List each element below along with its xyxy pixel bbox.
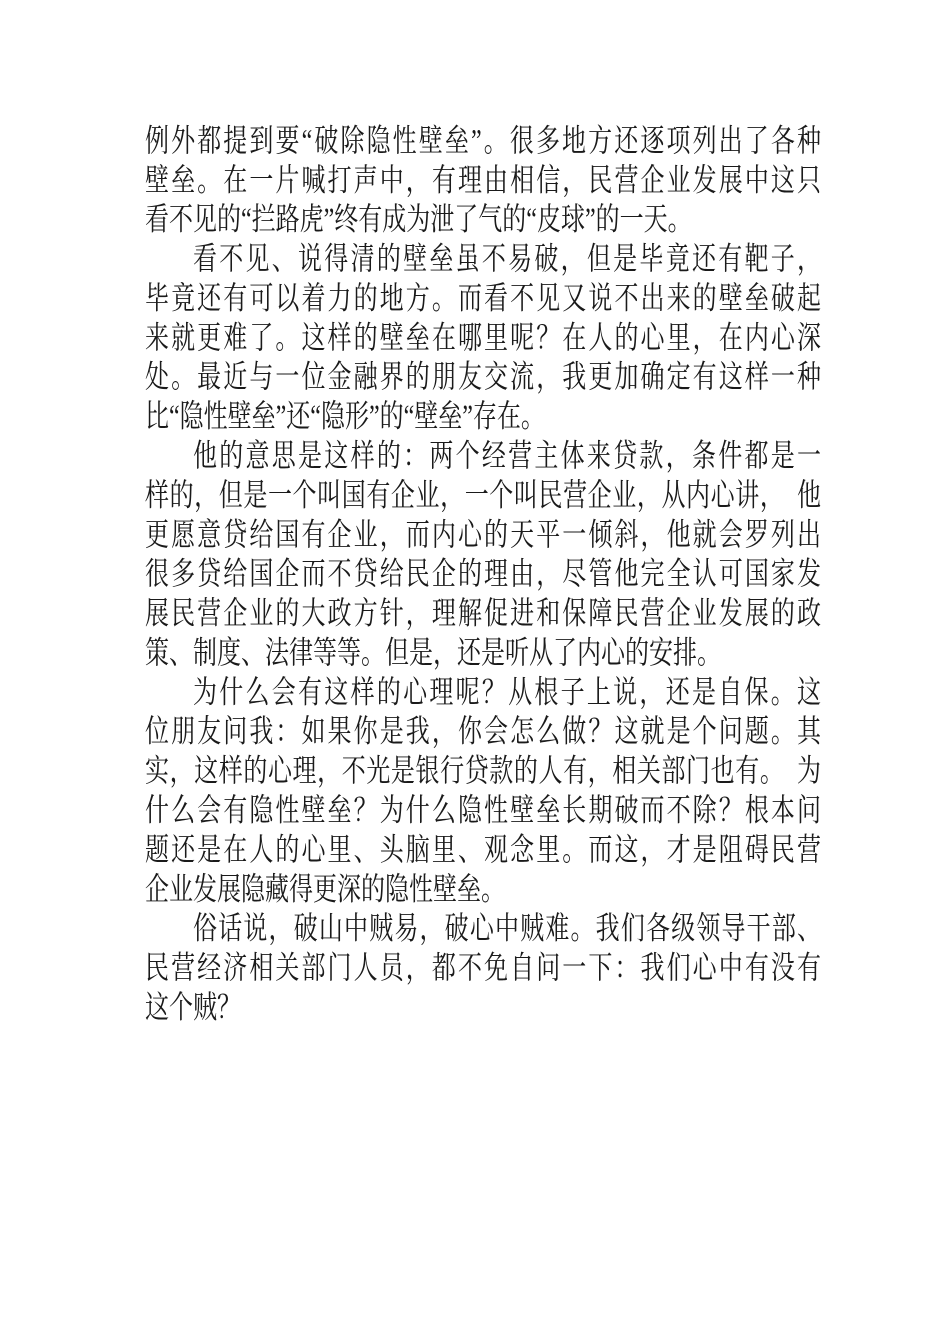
text-line: 来就更难了。这样的壁垒在哪里呢？在人的心里，在内心深 <box>145 321 821 356</box>
text-line: 他的意思是这样的：两个经营主体来贷款，条件都是一 <box>193 439 821 474</box>
text-line: 题还是在人的心里、头脑里、观念里。而这，才是阻碍民营 <box>145 833 821 868</box>
text-line: 处。最近与一位金融界的朋友交流，我更加确定有这样一种 <box>145 360 821 396</box>
text-line: 策、制度、法律等等。但是，还是听从了内心的安排。 <box>145 636 721 671</box>
text-line: 民营经济相关部门人员，都不免自问一下：我们心中有没有 <box>145 951 821 986</box>
text-line: 看不见、说得清的壁垒虽不易破，但是毕竟还有靶子， <box>193 242 821 277</box>
text-line: 看不见的“拦路虎”终有成为泄了气的“皮球”的一天。 <box>145 203 692 238</box>
text-line: 例外都提到要“破除隐性壁垒”。很多地方还逐项列出了各种 <box>145 124 821 159</box>
text-line: 很多贷给国企而不贷给民企的理由，尽管他完全认可国家发 <box>145 557 821 593</box>
text-line: 更愿意贷给国有企业，而内心的天平一倾斜，他就会罗列出 <box>145 518 821 553</box>
text-line: 壁垒。在一片喊打声中，有理由相信，民营企业发展中这只 <box>145 164 821 199</box>
text-line: 为什么会有这样的心理呢？从根子上说，还是自保。这 <box>193 676 821 711</box>
document-text-block <box>145 122 821 1028</box>
text-line: 展民营企业的大政方针，理解促进和保障民营企业发展的政 <box>145 597 821 632</box>
text-line: 企业发展隐藏得更深的隐性壁垒。 <box>145 873 505 908</box>
text-line: 俗话说，破山中贼易，破心中贼难。我们各级领导干部、 <box>193 912 821 947</box>
text-line: 这个贼？ <box>145 991 241 1026</box>
text-line: 什么会有隐性壁垒？为什么隐性壁垒长期破而不除？根本问 <box>145 794 821 829</box>
text-line: 实，这样的心理，不光是银行贷款的人有，相关部门也有。 为 <box>145 754 821 790</box>
text-line: 比“隐性壁垒”还“隐形”的“壁垒”存在。 <box>145 400 545 435</box>
text-line: 位朋友问我：如果你是我，你会怎么做？这就是个问题。其 <box>145 715 821 750</box>
text-line: 毕竟还有可以着力的地方。而看不见又说不出来的壁垒破起 <box>145 282 821 317</box>
text-line: 样的，但是一个叫国有企业，一个叫民营企业，从内心讲， 他 <box>145 479 821 514</box>
